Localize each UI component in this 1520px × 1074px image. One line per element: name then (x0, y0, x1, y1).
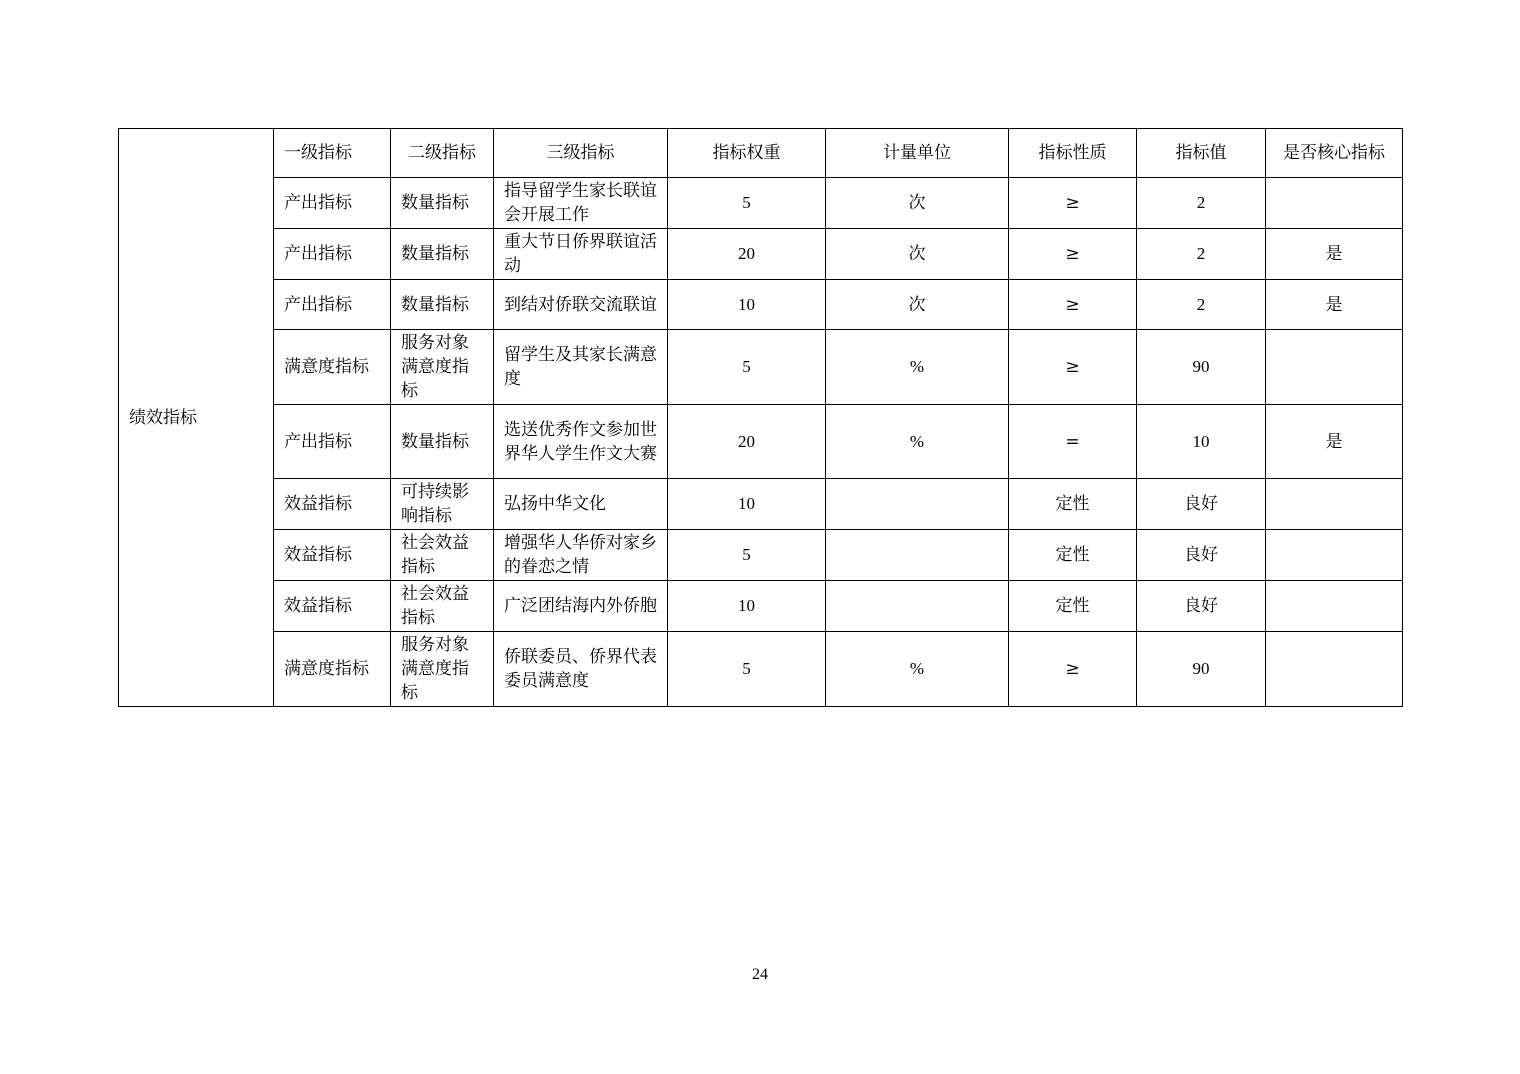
level1-cell: 满意度指标 (274, 330, 391, 405)
core-cell: 是 (1266, 280, 1403, 330)
core-cell (1266, 581, 1403, 632)
core-cell: 是 (1266, 405, 1403, 479)
unit-cell (826, 479, 1009, 530)
table-row (119, 178, 1403, 229)
value-cell: 90 (1137, 330, 1266, 405)
core-cell: 是 (1266, 229, 1403, 280)
unit-cell: % (826, 330, 1009, 405)
nature-cell: 定性 (1009, 479, 1137, 530)
nature-cell: 定性 (1009, 530, 1137, 581)
value-cell: 2 (1137, 229, 1266, 280)
table-row (119, 530, 1403, 581)
performance-indicator-table (118, 128, 1403, 707)
level2-cell: 服务对象满意度指标 (391, 330, 494, 405)
level1-cell: 效益指标 (274, 479, 391, 530)
header-value: 指标值 (1137, 129, 1266, 178)
level3-cell: 留学生及其家长满意度 (494, 330, 668, 405)
level2-cell: 社会效益指标 (391, 581, 494, 632)
level3-cell: 选送优秀作文参加世界华人学生作文大赛 (494, 405, 668, 479)
core-cell (1266, 330, 1403, 405)
nature-cell: = (1009, 405, 1137, 479)
header-level3: 三级指标 (494, 129, 668, 178)
level3-cell: 指导留学生家长联谊会开展工作 (494, 178, 668, 229)
level1-cell: 产出指标 (274, 280, 391, 330)
level1-cell: 效益指标 (274, 581, 391, 632)
table-row (119, 405, 1403, 479)
unit-cell (826, 581, 1009, 632)
level2-cell: 社会效益指标 (391, 530, 494, 581)
level1-cell: 产出指标 (274, 405, 391, 479)
level1-cell: 满意度指标 (274, 632, 391, 707)
level2-cell: 数量指标 (391, 405, 494, 479)
core-cell (1266, 530, 1403, 581)
nature-cell: ≥ (1009, 330, 1137, 405)
header-nature: 指标性质 (1009, 129, 1137, 178)
value-cell: 10 (1137, 405, 1266, 479)
table-row (119, 479, 1403, 530)
table-row (119, 632, 1403, 707)
core-cell (1266, 632, 1403, 707)
value-cell: 2 (1137, 280, 1266, 330)
table-body (119, 129, 1403, 707)
level3-cell: 重大节日侨界联谊活动 (494, 229, 668, 280)
weight-cell: 5 (668, 632, 826, 707)
header-level1: 一级指标 (274, 129, 391, 178)
value-cell: 良好 (1137, 479, 1266, 530)
weight-cell: 20 (668, 229, 826, 280)
level3-cell: 侨联委员、侨界代表委员满意度 (494, 632, 668, 707)
level2-cell: 服务对象满意度指标 (391, 632, 494, 707)
level3-cell: 增强华人华侨对家乡的眷恋之情 (494, 530, 668, 581)
level3-cell: 到结对侨联交流联谊 (494, 280, 668, 330)
header-weight: 指标权重 (668, 129, 826, 178)
weight-cell: 10 (668, 479, 826, 530)
unit-cell: % (826, 405, 1009, 479)
table-row (119, 581, 1403, 632)
core-cell (1266, 178, 1403, 229)
level3-cell: 弘扬中华文化 (494, 479, 668, 530)
nature-cell: ≥ (1009, 280, 1137, 330)
level3-cell: 广泛团结海内外侨胞 (494, 581, 668, 632)
level1-cell: 产出指标 (274, 229, 391, 280)
header-core: 是否核心指标 (1266, 129, 1403, 178)
unit-cell: 次 (826, 229, 1009, 280)
level2-cell: 数量指标 (391, 229, 494, 280)
weight-cell: 5 (668, 530, 826, 581)
value-cell: 良好 (1137, 581, 1266, 632)
table-row (119, 330, 1403, 405)
level1-cell: 产出指标 (274, 178, 391, 229)
level2-cell: 数量指标 (391, 280, 494, 330)
weight-cell: 5 (668, 330, 826, 405)
header-row (119, 129, 1403, 178)
weight-cell: 10 (668, 280, 826, 330)
value-cell: 2 (1137, 178, 1266, 229)
page-number: 24 (752, 966, 768, 983)
nature-cell: ≥ (1009, 632, 1137, 707)
unit-cell: % (826, 632, 1009, 707)
value-cell: 良好 (1137, 530, 1266, 581)
header-level2: 二级指标 (391, 129, 494, 178)
weight-cell: 10 (668, 581, 826, 632)
weight-cell: 5 (668, 178, 826, 229)
header-unit: 计量单位 (826, 129, 1009, 178)
value-cell: 90 (1137, 632, 1266, 707)
table-row (119, 229, 1403, 280)
unit-cell: 次 (826, 280, 1009, 330)
nature-cell: 定性 (1009, 581, 1137, 632)
weight-cell: 20 (668, 405, 826, 479)
level2-cell: 可持续影响指标 (391, 479, 494, 530)
nature-cell: ≥ (1009, 229, 1137, 280)
table-row (119, 280, 1403, 330)
category-cell: 绩效指标 (119, 129, 274, 707)
nature-cell: ≥ (1009, 178, 1137, 229)
core-cell (1266, 479, 1403, 530)
level1-cell: 效益指标 (274, 530, 391, 581)
unit-cell (826, 530, 1009, 581)
level2-cell: 数量指标 (391, 178, 494, 229)
unit-cell: 次 (826, 178, 1009, 229)
